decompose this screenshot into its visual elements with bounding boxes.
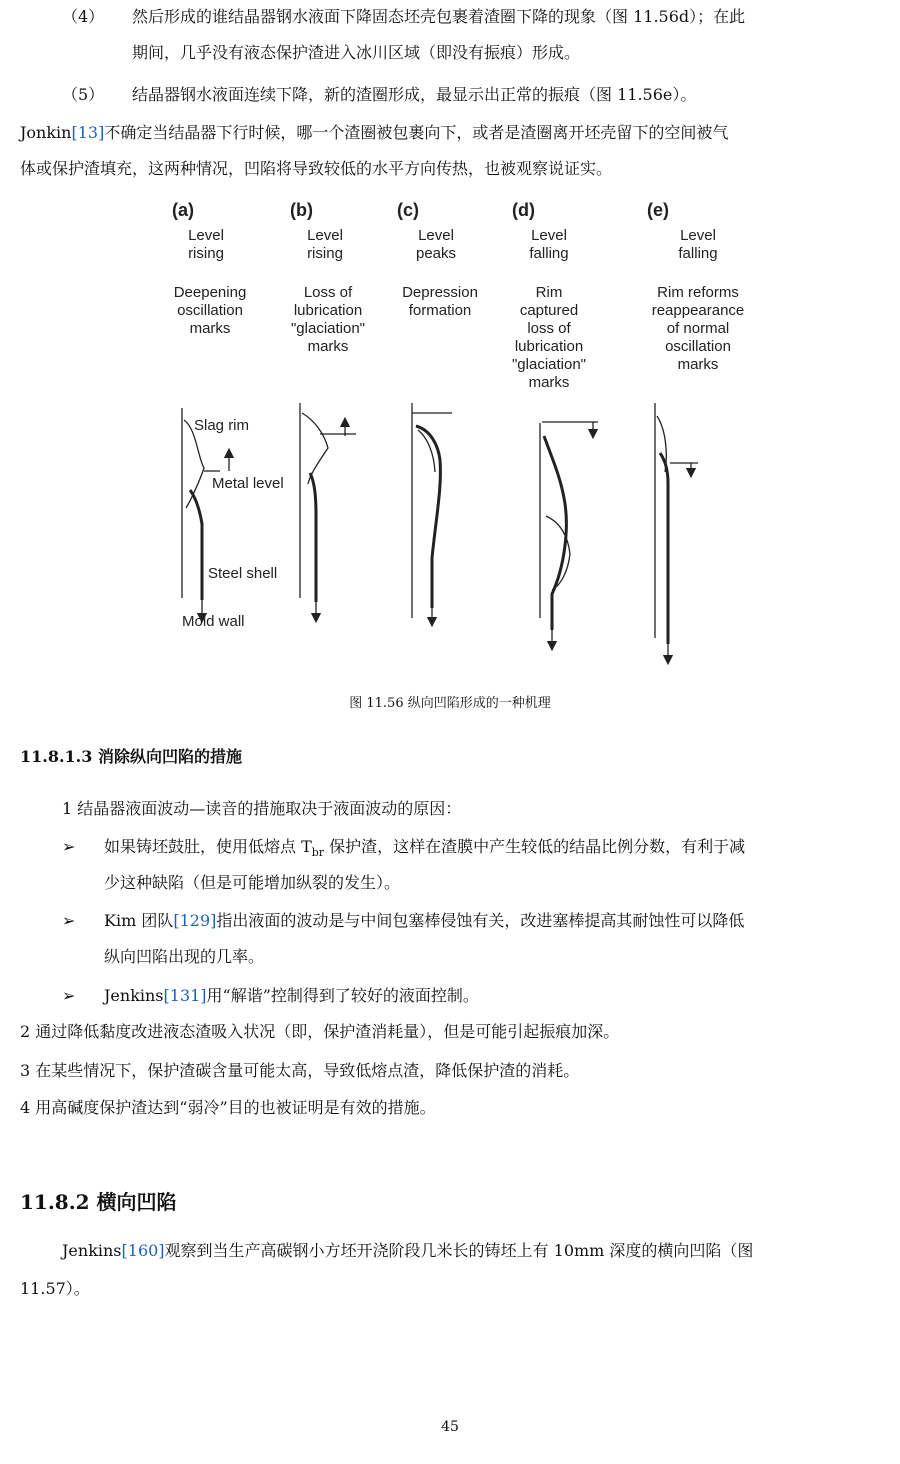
item5-line1: 结晶器钢水液面连续下降，新的渣圈形成，最显示出正常的振痕（图 11.56e）。	[132, 85, 697, 104]
panel-a-drawing	[182, 408, 284, 630]
citation-link[interactable]: [131]	[163, 986, 207, 1005]
bullet-1-text: 如果铸坯鼓肚，使用低熔点 T	[104, 837, 312, 856]
slag-rim-label: Slag rim	[194, 417, 250, 434]
panel-b-drawing	[300, 403, 356, 618]
jonkin-paragraph-line2: 体或保护渣填充，这两种情况，凹陷将导致较低的水平方向传热，也被观察说证实。	[20, 159, 613, 178]
bullet-3-text: 用“解谐”控制得到了较好的液面控制。	[206, 986, 479, 1005]
jonkin-author: Jonkin	[20, 123, 72, 142]
panel-d-desc: loss of	[527, 320, 571, 337]
page-number: 45	[441, 1419, 459, 1435]
bullet-3-text: Jenkins	[104, 986, 164, 1005]
item4-number: （4）	[62, 7, 105, 26]
jonkin-paragraph-line1	[20, 122, 728, 144]
panel-e-drawing	[655, 403, 698, 660]
panel-e-desc: oscillation	[665, 338, 731, 355]
bullet-1-line1	[104, 836, 745, 864]
item5-number: （5）	[62, 85, 105, 104]
transverse-paragraph-line2: 11.57）。	[20, 1279, 90, 1298]
bullet-arrow-icon: ➢	[62, 837, 76, 856]
panel-d-desc: marks	[528, 374, 570, 391]
panel-d-desc: "glaciation"	[511, 356, 587, 373]
panel-d-state: Level	[531, 227, 567, 244]
panel-b-state: Level	[307, 227, 343, 244]
bullet-1-line2: 少这种缺陷（但是可能增加纵裂的发生）。	[104, 873, 401, 892]
panel-b-desc: marks	[307, 338, 349, 355]
steel-shell-line	[190, 490, 202, 600]
panel-d-state: falling	[529, 245, 569, 262]
mechanism-diagram	[160, 198, 760, 668]
bullet-2-text: 指出液面的波动是与中间包塞棒侵蚀有关，改进塞棒提高其耐蚀性可以降低	[216, 911, 745, 930]
item4-line1: 然后形成的谁结晶器钢水液面下降固态坯壳包裹着渣圈下降的现象（图 11.56d）；在此	[132, 7, 746, 26]
panel-c-header	[397, 200, 478, 319]
metal-level-label: Metal level	[212, 475, 284, 492]
panel-a-desc: Deepening	[173, 284, 247, 301]
measure-point-2: 2 通过降低黏度改进液态渣吸入状况（即，保护渣消耗量），但是可能引起振痕加深。	[20, 1022, 620, 1041]
transverse-paragraph-line1	[62, 1240, 753, 1262]
jonkin-text: 不确定当结晶器下行时候，哪一个渣圈被包裹向下，或者是渣圈离开坯壳留下的空间被气	[104, 123, 729, 142]
panel-e-desc: marks	[677, 356, 719, 373]
panel-c-letter: (c)	[397, 200, 419, 220]
panel-e-header	[647, 200, 744, 373]
steel-shell-label: Steel shell	[208, 565, 278, 582]
panel-e-letter: (e)	[647, 200, 669, 220]
panel-b-desc: "glaciation"	[290, 320, 366, 337]
bullet-2-text: Kim 团队	[104, 911, 174, 930]
panel-b-header	[290, 200, 365, 355]
panel-d-drawing	[540, 422, 598, 646]
item4-line2: 期间，几乎没有液态保护渣进入冰川区域（即没有振痕）形成。	[132, 43, 581, 62]
tbr-subscript: br	[311, 846, 325, 860]
section-heading-11-8-2: 11.8.2 横向凹陷	[20, 1190, 177, 1214]
measure-point-4: 4 用高碱度保护渣达到“弱冷”目的也被证明是有效的措施。	[20, 1098, 436, 1117]
panel-a-state: Level	[188, 227, 224, 244]
figure-11-56	[160, 198, 760, 668]
panel-c-desc: formation	[408, 302, 472, 319]
panel-e-desc: of normal	[666, 320, 730, 337]
measure-point-3: 3 在某些情况下，保护渣碳含量可能太高，导致低熔点渣，降低保护渣的消耗。	[20, 1061, 580, 1080]
bullet-1-text: 保护渣，这样在渣膜中产生较低的结晶比例分数，有利于减	[324, 837, 746, 856]
panel-e-state: falling	[678, 245, 718, 262]
panel-c-state: Level	[418, 227, 454, 244]
measure-point-1: 1 结晶器液面波动—读音的措施取决于液面波动的原因：	[62, 799, 462, 818]
panel-e-desc: Rim reforms	[657, 284, 739, 301]
panel-c-drawing	[412, 403, 452, 622]
panel-c-desc: Depression	[402, 284, 478, 301]
mold-wall-label: Mold wall	[182, 613, 245, 630]
citation-link[interactable]: [160]	[121, 1241, 165, 1260]
citation-link[interactable]: [13]	[71, 123, 105, 142]
section-heading-11-8-1-3: 11.8.1.3 消除纵向凹陷的措施	[20, 747, 242, 766]
panel-e-state: Level	[680, 227, 716, 244]
panel-d-desc: lubrication	[514, 338, 584, 355]
panel-d-desc: captured	[519, 302, 579, 319]
panel-d-letter: (d)	[512, 200, 535, 220]
panel-b-state: rising	[307, 245, 343, 262]
panel-b-desc: Loss of	[303, 284, 353, 301]
transverse-text: 观察到当生产高碳钢小方坯开浇阶段几米长的铸坯上有 10mm 深度的横向凹陷（图	[164, 1241, 754, 1260]
figure-caption: 图 11.56 纵向凹陷形成的一种机理	[349, 696, 551, 711]
bullet-2-line1	[104, 910, 744, 932]
bullet-arrow-icon: ➢	[62, 911, 76, 930]
panel-a-desc: marks	[189, 320, 231, 337]
panel-d-header	[512, 200, 586, 391]
jenkins-author: Jenkins	[62, 1241, 122, 1260]
panel-a-state: rising	[188, 245, 224, 262]
panel-a-letter: (a)	[172, 200, 194, 220]
panel-e-desc: reappearance	[651, 302, 745, 319]
bullet-2-line2: 纵向凹陷出现的几率。	[104, 947, 265, 966]
panel-d-desc: Rim	[535, 284, 563, 301]
panel-a-desc: oscillation	[177, 302, 243, 319]
panel-b-desc: lubrication	[293, 302, 363, 319]
bullet-3-line	[104, 985, 479, 1007]
panel-b-letter: (b)	[290, 200, 313, 220]
bullet-arrow-icon: ➢	[62, 986, 76, 1005]
citation-link[interactable]: [129]	[173, 911, 217, 930]
panel-a-header	[172, 200, 246, 337]
panel-c-state: peaks	[415, 245, 457, 262]
